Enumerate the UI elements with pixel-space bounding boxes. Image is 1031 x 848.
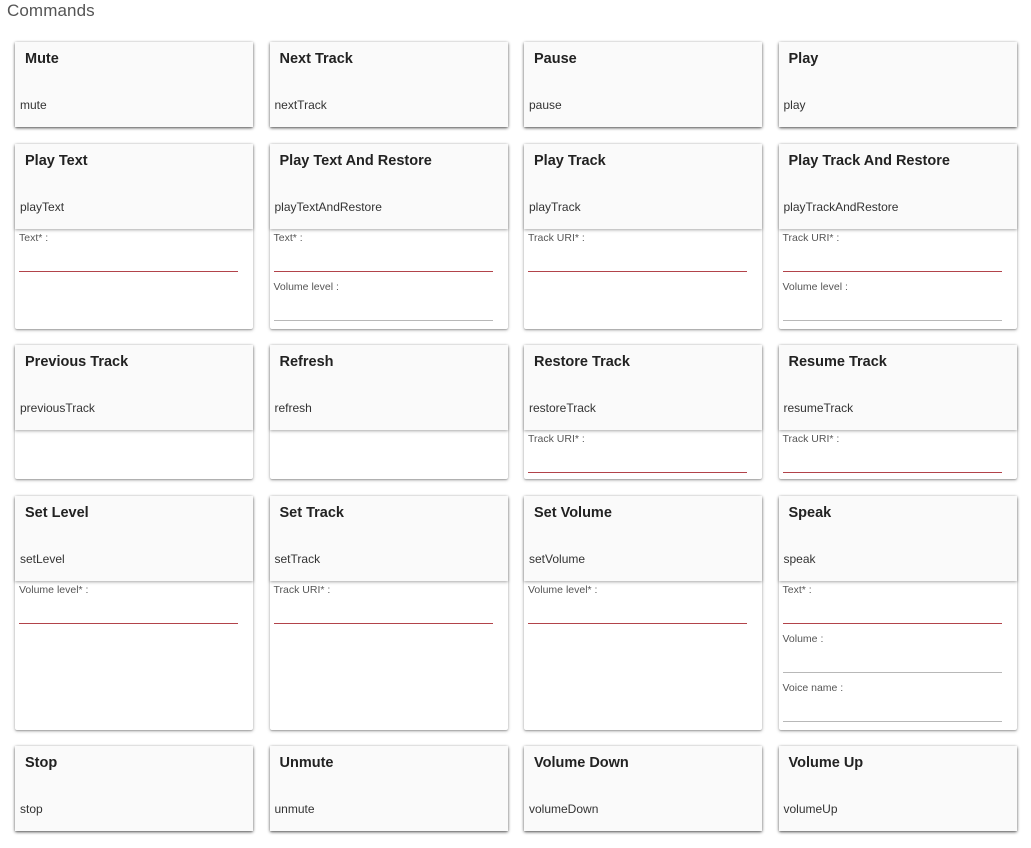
parameter-label: Track URI* : [273, 584, 331, 596]
command-name: setVolume [529, 552, 586, 566]
command-parameters [524, 430, 762, 479]
command-name: nextTrack [274, 98, 327, 112]
command-card-header[interactable] [779, 144, 1017, 229]
parameter-input[interactable] [274, 247, 493, 272]
command-name: mute [20, 98, 47, 112]
command-card-play-text [15, 144, 253, 329]
command-card-play-track [524, 144, 762, 329]
command-title: Stop [25, 755, 58, 771]
command-title: Play Text And Restore [279, 153, 432, 169]
command-card-header[interactable] [15, 42, 253, 127]
command-card-header[interactable] [270, 144, 508, 229]
command-card-refresh [270, 345, 508, 479]
command-name: playTrack [529, 200, 581, 214]
command-title: Speak [788, 505, 832, 521]
parameter-field [783, 630, 1002, 679]
parameter-label: Volume level : [273, 281, 339, 293]
command-name: resumeTrack [783, 401, 854, 415]
parameter-field [274, 581, 493, 630]
command-title: Volume Up [788, 755, 864, 771]
command-card-play-text-and-restore [270, 144, 508, 329]
command-parameters [270, 581, 508, 730]
command-card-set-track [270, 496, 508, 730]
command-card-header[interactable] [779, 42, 1017, 127]
command-card-header[interactable] [270, 496, 508, 581]
command-parameters [15, 430, 253, 479]
parameter-label: Text* : [782, 584, 812, 596]
command-card-header[interactable] [779, 496, 1017, 581]
command-card-volume-up [779, 746, 1017, 831]
command-name: previousTrack [20, 401, 95, 415]
command-card-mute [15, 42, 253, 127]
command-title: Play Track And Restore [788, 153, 950, 169]
command-name: speak [783, 552, 816, 566]
parameter-label: Track URI* : [782, 232, 840, 244]
command-card-unmute [270, 746, 508, 831]
command-name: unmute [274, 802, 315, 816]
command-title: Play Track [534, 153, 606, 169]
parameter-field [274, 278, 493, 327]
parameter-label: Volume level* : [528, 584, 598, 596]
command-card-set-level [15, 496, 253, 730]
command-card-pause [524, 42, 762, 127]
parameter-label: Volume level : [782, 281, 848, 293]
command-name: play [783, 98, 806, 112]
parameter-input[interactable] [274, 296, 493, 321]
command-name: pause [529, 98, 562, 112]
command-card-header[interactable] [15, 496, 253, 581]
command-title: Volume Down [534, 755, 629, 771]
command-card-header[interactable] [270, 746, 508, 831]
command-card-resume-track [779, 345, 1017, 479]
command-title: Refresh [279, 354, 334, 370]
command-name: setLevel [20, 552, 65, 566]
command-row [15, 496, 1017, 730]
parameter-input[interactable] [783, 247, 1002, 272]
command-card-set-volume [524, 496, 762, 730]
command-title: Play [788, 51, 819, 67]
command-card-header[interactable] [15, 746, 253, 831]
parameter-field [19, 229, 238, 278]
command-parameters [15, 229, 253, 329]
parameter-label: Text* : [19, 232, 49, 244]
command-title: Unmute [279, 755, 334, 771]
parameter-input[interactable] [528, 599, 747, 624]
command-parameters [779, 430, 1017, 479]
parameter-input[interactable] [783, 448, 1002, 473]
parameter-input[interactable] [783, 296, 1002, 321]
command-name: volumeDown [529, 802, 599, 816]
command-title: Play Text [25, 153, 88, 169]
parameter-input[interactable] [528, 448, 747, 473]
parameter-input[interactable] [19, 247, 238, 272]
parameter-label: Text* : [273, 232, 303, 244]
command-card-stop [15, 746, 253, 831]
command-title: Restore Track [534, 354, 630, 370]
parameter-input[interactable] [783, 599, 1002, 624]
parameter-label: Track URI* : [528, 232, 585, 244]
command-parameters [779, 581, 1017, 730]
command-title: Next Track [279, 51, 353, 67]
command-card-play-track-and-restore [779, 144, 1017, 329]
parameter-input[interactable] [19, 599, 238, 624]
command-card-header[interactable] [524, 746, 762, 831]
command-card-header[interactable] [779, 345, 1017, 430]
command-name: stop [20, 802, 43, 816]
command-card-header[interactable] [524, 345, 762, 430]
parameter-label: Track URI* : [528, 433, 585, 445]
command-card-speak [779, 496, 1017, 730]
command-name: playTextAndRestore [274, 200, 382, 214]
command-row [15, 345, 1017, 479]
command-row [15, 746, 1017, 831]
command-title: Set Track [279, 505, 344, 521]
command-title: Mute [25, 51, 59, 67]
parameter-label: Volume level* : [19, 584, 89, 596]
command-name: volumeUp [783, 802, 838, 816]
parameter-field [783, 278, 1002, 327]
command-name: setTrack [274, 552, 321, 566]
parameter-input[interactable] [274, 599, 493, 624]
command-name: refresh [274, 401, 312, 415]
command-card-header[interactable] [15, 345, 253, 430]
command-name: restoreTrack [529, 401, 596, 415]
command-card-restore-track [524, 345, 762, 479]
command-card-header[interactable] [524, 42, 762, 127]
parameter-field [783, 430, 1002, 479]
command-parameters [524, 581, 762, 730]
parameter-label: Volume : [782, 633, 824, 645]
page-title: Commands [7, 1, 95, 20]
command-parameters [779, 229, 1017, 329]
command-card-header[interactable] [270, 345, 508, 430]
command-card-header[interactable] [779, 746, 1017, 831]
command-title: Set Volume [534, 505, 612, 521]
command-title: Previous Track [25, 354, 129, 370]
command-card-header[interactable] [524, 144, 762, 229]
command-card-play [779, 42, 1017, 127]
parameter-field [783, 229, 1002, 278]
parameter-field [528, 229, 747, 278]
command-title: Set Level [25, 505, 89, 521]
command-parameters [524, 229, 762, 329]
command-card-header[interactable] [524, 496, 762, 581]
parameter-field [528, 430, 747, 479]
command-parameters [15, 581, 253, 730]
command-card-volume-down [524, 746, 762, 831]
parameter-input[interactable] [783, 648, 1002, 673]
parameter-field [528, 581, 747, 630]
parameter-field [783, 581, 1002, 630]
command-card-header[interactable] [270, 42, 508, 127]
parameter-label: Track URI* : [782, 433, 840, 445]
parameter-label: Voice name : [782, 682, 844, 694]
command-row [15, 144, 1017, 329]
command-name: playText [20, 200, 65, 214]
command-name: playTrackAndRestore [783, 200, 899, 214]
command-parameters [270, 430, 508, 479]
command-card-header[interactable] [15, 144, 253, 229]
parameter-field [274, 229, 493, 278]
command-card-previous-track [15, 345, 253, 479]
parameter-input[interactable] [783, 697, 1002, 722]
command-title: Resume Track [788, 354, 887, 370]
parameter-input[interactable] [528, 247, 747, 272]
command-parameters [270, 229, 508, 329]
parameter-field [783, 679, 1002, 728]
command-row [15, 42, 1017, 127]
command-title: Pause [534, 51, 577, 67]
parameter-field [19, 581, 238, 630]
command-card-next-track [270, 42, 508, 127]
